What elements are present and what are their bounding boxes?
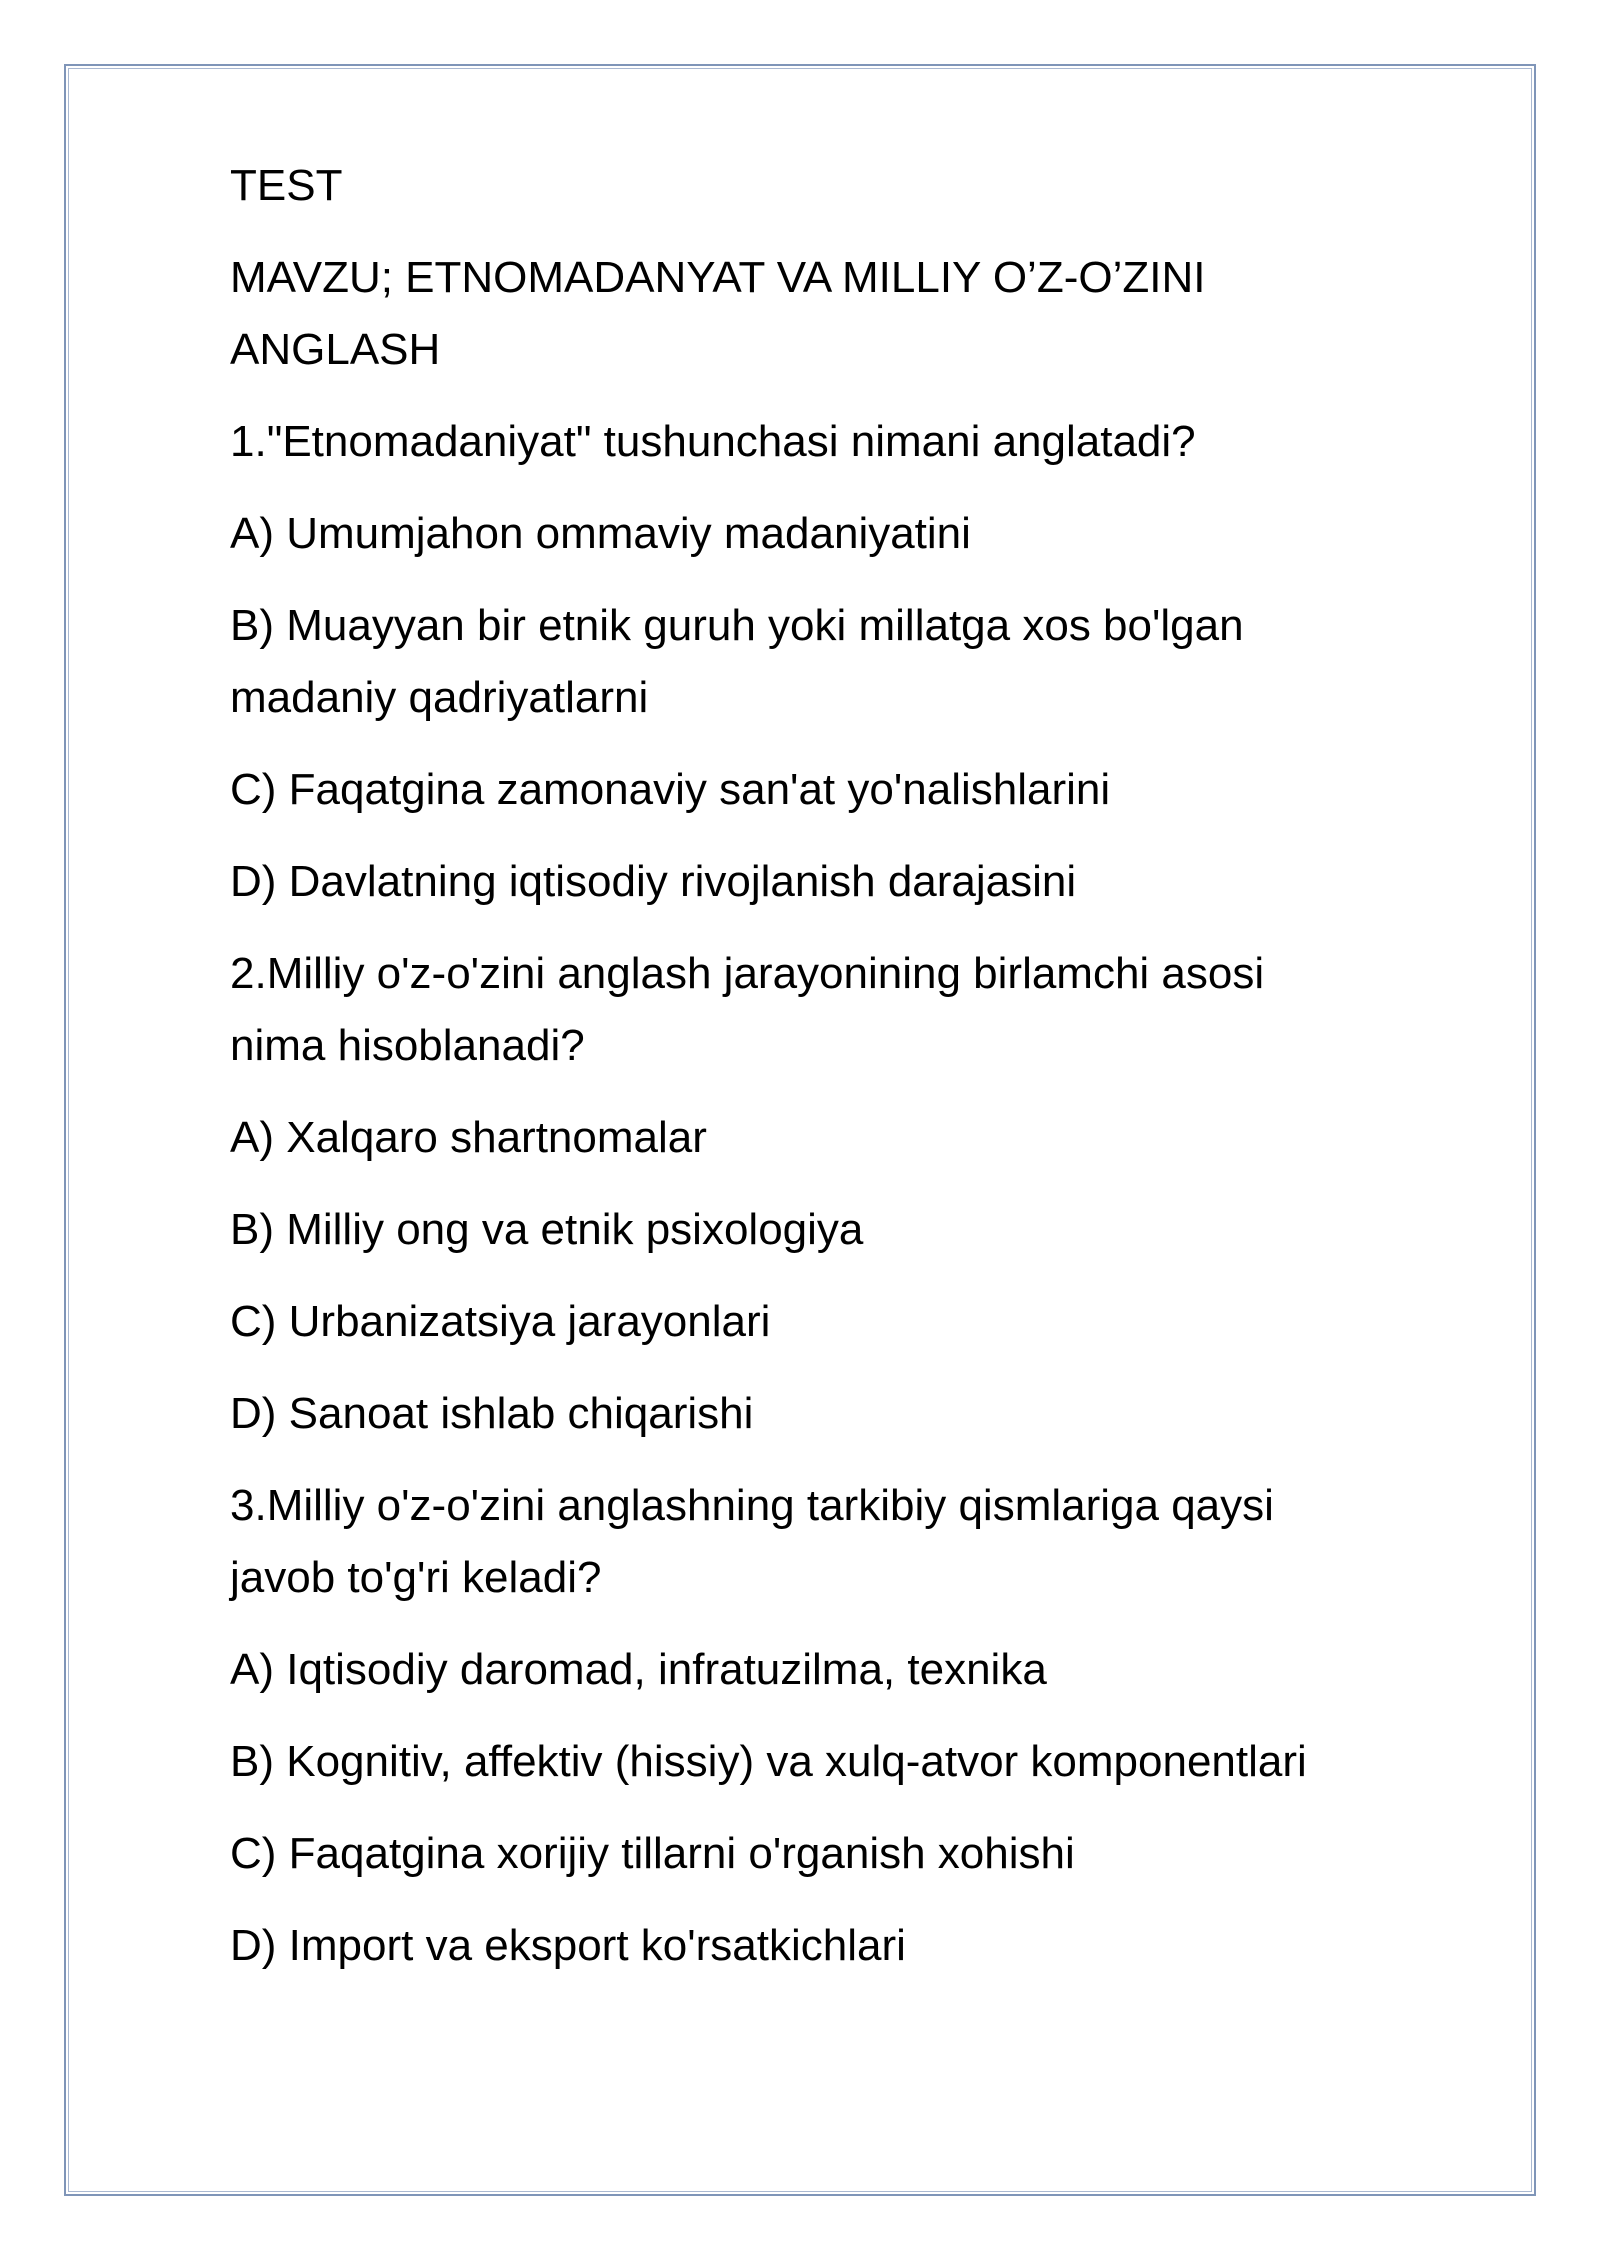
option-text: B) Kognitiv, affektiv (hissiy) va xulq-atvor komponentlari xyxy=(230,1737,1307,1786)
question-text: javob to'g'ri keladi? xyxy=(230,1553,602,1602)
question-1-option-c xyxy=(230,754,1480,826)
topic-heading xyxy=(230,242,1480,386)
question-1-option-b xyxy=(230,590,1480,734)
option-text: madaniy qadriyatlarni xyxy=(230,673,649,722)
question-2-option-c xyxy=(230,1286,1480,1358)
question-1-option-d xyxy=(230,846,1480,918)
option-text: B) Muayyan bir etnik guruh yoki millatga xos bo'lgan xyxy=(230,601,1244,650)
option-text: C) Urbanizatsiya jarayonlari xyxy=(230,1297,771,1346)
option-text: A) Umumjahon ommaviy madaniyatini xyxy=(230,509,971,558)
question-2 xyxy=(230,938,1480,1082)
option-text: C) Faqatgina xorijiy tillarni o'rganish xohishi xyxy=(230,1829,1075,1878)
option-text: D) Sanoat ishlab chiqarishi xyxy=(230,1389,754,1438)
option-text: B) Milliy ong va etnik psixologiya xyxy=(230,1205,864,1254)
question-text: 3.Milliy o'z-o'zini anglashning tarkibiy qismlariga qaysi xyxy=(230,1481,1274,1530)
question-3 xyxy=(230,1470,1480,1614)
question-2-option-a xyxy=(230,1102,1480,1174)
option-text: C) Faqatgina zamonaviy san'at yo'nalishlarini xyxy=(230,765,1111,814)
option-text: D) Davlatning iqtisodiy rivojlanish darajasini xyxy=(230,857,1077,906)
document-body xyxy=(230,150,1480,2002)
question-2-option-d xyxy=(230,1378,1480,1450)
question-3-option-c xyxy=(230,1818,1480,1890)
question-3-option-d xyxy=(230,1910,1480,1982)
question-3-option-a xyxy=(230,1634,1480,1706)
option-text: A) Iqtisodiy daromad, infratuzilma, texnika xyxy=(230,1645,1047,1694)
question-text: 2.Milliy o'z-o'zini anglash jarayonining birlamchi asosi xyxy=(230,949,1265,998)
question-2-option-b xyxy=(230,1194,1480,1266)
question-3-option-b xyxy=(230,1726,1480,1798)
topic-heading-line: MAVZU; ETNOMADANYAT VA MILLIY O’Z-O’ZINI xyxy=(230,253,1206,302)
question-1 xyxy=(230,406,1480,478)
document-title: TEST xyxy=(230,161,343,210)
topic-heading-line: ANGLASH xyxy=(230,325,441,374)
question-1-option-a xyxy=(230,498,1480,570)
question-text: 1."Etnomadaniyat" tushunchasi nimani anglatadi? xyxy=(230,417,1196,466)
question-text: nima hisoblanadi? xyxy=(230,1021,585,1070)
option-text: A) Xalqaro shartnomalar xyxy=(230,1113,707,1162)
option-text: D) Import va eksport ko'rsatkichlari xyxy=(230,1921,906,1970)
